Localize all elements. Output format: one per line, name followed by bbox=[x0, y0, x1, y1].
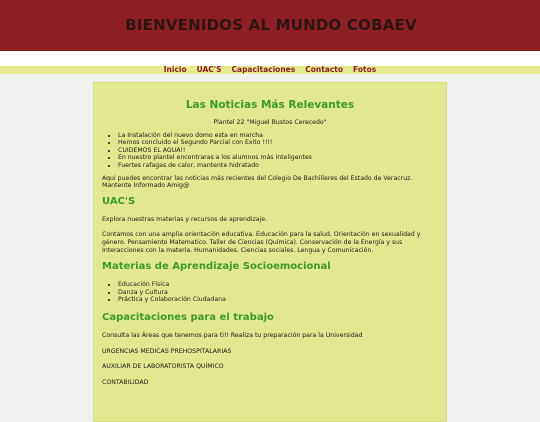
site-title: BIENVENIDOS AL MUNDO COBAEV bbox=[125, 15, 417, 34]
header-spacer bbox=[0, 51, 540, 66]
socio-list bbox=[102, 281, 438, 304]
capacitacion-item: URGENCIAS MEDICAS PREHOSPITALARIAS bbox=[102, 347, 232, 355]
news-item: • Fuertes rafagas de calor, mantente hidratado bbox=[118, 162, 438, 170]
main-nav bbox=[0, 65, 540, 77]
news-item: • Hemos concluido el Segundo Parcial con Exito !!!! bbox=[118, 139, 438, 147]
news-item: • La Instalación del nuevo domo esta en marcha bbox=[118, 132, 438, 140]
main-content bbox=[93, 82, 447, 422]
news-heading: Las Noticias Más Relevantes bbox=[185, 99, 355, 111]
capacitacion-item: CONTABILIDAD bbox=[102, 378, 149, 386]
socio-item: • Educación Física bbox=[118, 281, 438, 289]
news-intro: Aqui puedes encontrar las noticias más recientes del Colegio De Bachilleres del Estado de Veracruz. Mantente Informado Amig@ bbox=[102, 174, 413, 190]
socio-heading: Materias de Aprendizaje Socioemocional bbox=[102, 261, 331, 273]
nav-link-uacs[interactable]: UAC'S bbox=[196, 65, 222, 74]
capacitacion-item: AUXILIAR DE LABORATORISTA QUÍMICO bbox=[102, 363, 224, 371]
nav-link-capacitaciones[interactable]: Capacitaciones bbox=[231, 65, 296, 74]
nav-link-contacto[interactable]: Contacto bbox=[305, 65, 344, 74]
uacs-description: Contamos con una amplia orientación educativa. Educación para la salud. Orientación en sexualidad y género. Pensamiento Matematico. Taller de Ciencias (Química). Conservación de la Energía y sus Interacciones con la materia. Humanidades. Ciencias sociales. Lengua y Comunicación. bbox=[102, 231, 421, 254]
uacs-explore: Explora nuestras materias y recursos de aprendizaje. bbox=[102, 215, 268, 223]
uacs-heading: UAC'S bbox=[102, 195, 136, 207]
plantel-name: Plantel 22 "Miguel Bustos Cerecedo" bbox=[213, 119, 327, 126]
socio-item: • Práctica y Colaboración Ciudadana bbox=[118, 296, 438, 304]
capacitaciones-heading: Capacitaciones para el trabajo bbox=[102, 311, 274, 323]
nav-link-inicio[interactable]: Inicio bbox=[163, 65, 187, 74]
capacitaciones-intro: Consulta las Áreas que tenemos para ti!! Realiza tu preparación para la Universidad bbox=[102, 331, 363, 339]
nav-link-fotos[interactable]: Fotos bbox=[353, 65, 377, 74]
news-item: • CUIDEMOS EL AGUA!! bbox=[118, 147, 438, 155]
site-header bbox=[0, 0, 540, 51]
socio-item: • Danza y Cultura bbox=[118, 289, 438, 297]
news-item: • En nuestro plantel encontraras a los alumnos más inteligentes bbox=[118, 154, 438, 162]
news-list bbox=[102, 132, 438, 170]
